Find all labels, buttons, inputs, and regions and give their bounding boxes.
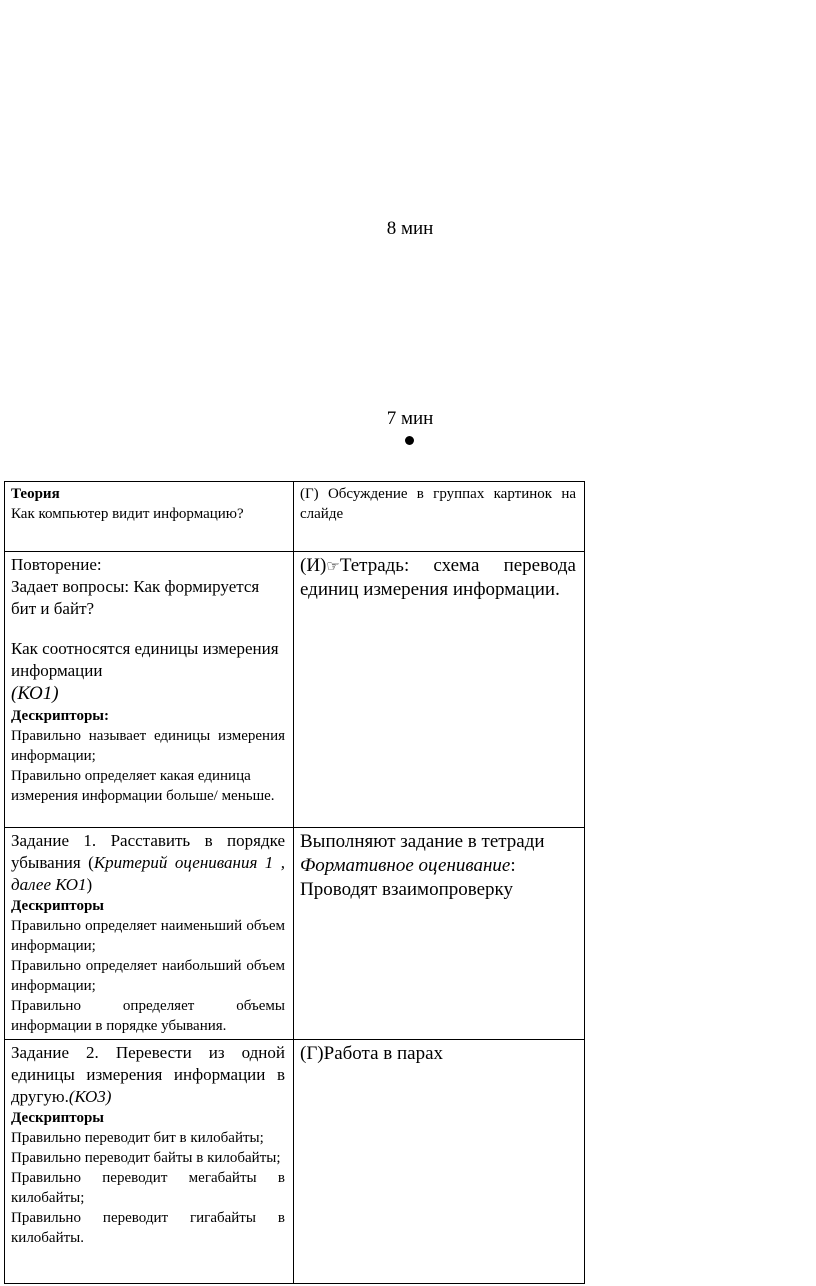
- review-question: Задает вопросы: Как формируется бит и байт?: [11, 577, 260, 618]
- time-label-7-min: 7 мин: [386, 408, 434, 429]
- descriptor-item: Правильно определяет объемы информации в порядке убывания.: [11, 998, 285, 1034]
- activity-text: (Г) Обсуждение в группах картинок на слайде: [300, 486, 576, 522]
- content-cell: [5, 482, 294, 552]
- activity-cell: [294, 828, 585, 1040]
- bullet-icon: [405, 436, 414, 445]
- task-text-part: Задание 2. Перевести из одной единицы измерения информации в другую.: [11, 1043, 285, 1106]
- task-text-part: ): [86, 875, 93, 894]
- criterion-code: (КО3): [68, 1087, 112, 1106]
- assessment-colon: :: [510, 855, 516, 876]
- descriptor-item: Правильно переводит мегабайты в килобайты;: [11, 1170, 285, 1206]
- lesson-table: [4, 481, 585, 1284]
- activity-text: Проводят взаимопроверку: [300, 879, 513, 900]
- activity-body: Тетрадь: схема перевода единиц измерения информации.: [300, 555, 576, 600]
- table-row: [5, 828, 585, 1040]
- table-row: [5, 482, 585, 552]
- review-heading: Повторение:: [11, 555, 102, 574]
- activity-text: [300, 554, 576, 602]
- descriptors-title: Дескрипторы:: [11, 708, 109, 724]
- descriptor-item: Правильно переводит бит в килобайты;: [11, 1130, 264, 1146]
- activity-prefix: (И): [300, 555, 327, 576]
- assessment-text: [300, 854, 576, 878]
- descriptors-title: Дескрипторы: [11, 1110, 104, 1126]
- content-cell: [5, 1040, 294, 1284]
- criterion-code: (КО1): [11, 683, 59, 704]
- section-title: Теория: [11, 486, 60, 502]
- assessment-type: Формативное оценивание: [300, 855, 511, 876]
- activity-text: Выполняют задание в тетради: [300, 831, 545, 852]
- descriptor-item: Правильно называет единицы измерения информации;: [11, 728, 285, 764]
- activity-text: (Г)Работа в парах: [300, 1043, 444, 1064]
- activity-cell: [294, 482, 585, 552]
- task-text-part: Задание 1. Расставить в порядке убывания (: [11, 831, 285, 872]
- content-cell: [5, 828, 294, 1040]
- time-label-8-min: 8 мин: [386, 218, 434, 239]
- descriptor-item: Правильно переводит байты в килобайты;: [11, 1150, 281, 1166]
- table-row: [5, 1040, 585, 1284]
- task-text: [11, 1042, 285, 1108]
- activity-cell: [294, 1040, 585, 1284]
- activity-cell: [294, 552, 585, 828]
- review-question: Как соотносятся единицы измерения информации: [11, 639, 279, 680]
- descriptors-title: Дескрипторы: [11, 898, 104, 914]
- content-cell: [5, 552, 294, 828]
- descriptor-item: Правильно определяет наименьший объем информации;: [11, 918, 285, 954]
- table-row: [5, 552, 585, 828]
- hand-point-icon: ☞: [326, 557, 340, 575]
- descriptor-item: Правильно определяет какая единица измерения информации больше/ меньше.: [11, 768, 275, 804]
- section-question: Как компьютер видит информацию?: [11, 506, 244, 522]
- task-text: [11, 830, 285, 896]
- criterion-text: Критерий оценивания 1 , далее КО1: [11, 853, 285, 894]
- descriptor-item: Правильно переводит гигабайты в килобайты.: [11, 1210, 285, 1246]
- descriptor-item: Правильно определяет наибольший объем информации;: [11, 958, 285, 994]
